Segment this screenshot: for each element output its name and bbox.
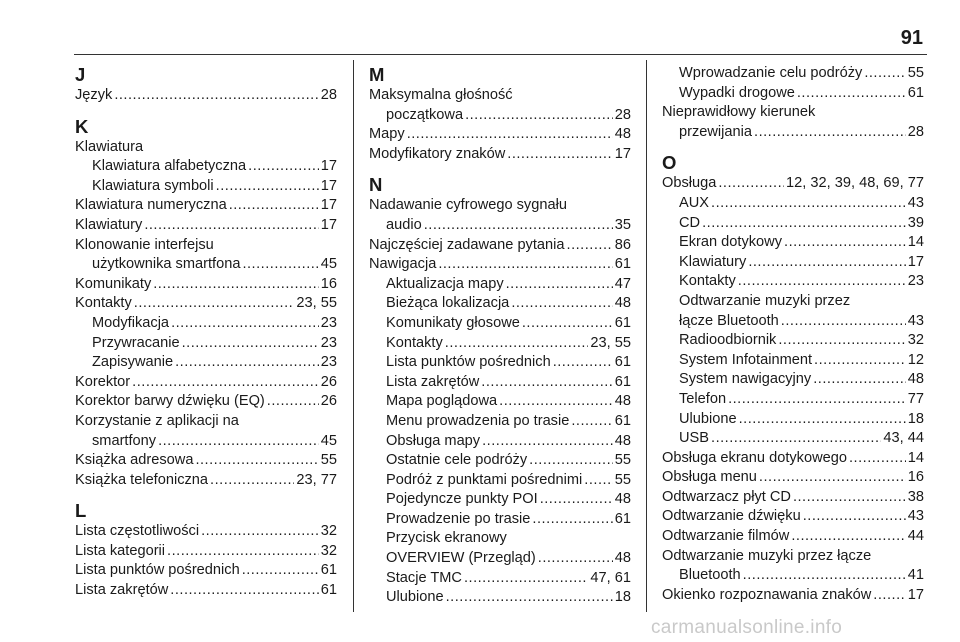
index-heading: Klawiatura	[75, 138, 144, 155]
entry-label: Lista zakrętów	[75, 582, 169, 599]
index-subentry	[75, 432, 337, 452]
dot-leader	[248, 157, 319, 177]
index-group	[75, 116, 337, 491]
entry-label: Wypadki drogowe	[679, 84, 795, 101]
entry-page-ref: 43	[907, 194, 924, 211]
index-subentry	[662, 370, 924, 390]
index-entry	[75, 451, 337, 471]
index-subentry	[369, 471, 631, 491]
index-subentry	[369, 106, 631, 126]
index-subentry	[369, 314, 631, 334]
dot-leader	[739, 410, 906, 430]
dot-leader	[759, 468, 906, 488]
entry-page-ref: 77	[907, 390, 924, 407]
dot-leader	[134, 294, 295, 314]
column-divider-2	[646, 60, 647, 612]
entry-page-ref: 43	[907, 508, 924, 525]
entry-page-ref: 23	[320, 314, 337, 331]
entry-label: Komunikaty głosowe	[386, 314, 520, 331]
entry-page-ref: 48	[614, 126, 631, 143]
index-entry	[75, 275, 337, 295]
entry-label: Stacje TMC	[386, 569, 462, 586]
dot-leader	[242, 255, 318, 275]
entry-label: Język	[75, 87, 113, 103]
index-subentry	[662, 410, 924, 430]
dot-leader	[748, 253, 905, 273]
dot-leader	[754, 123, 906, 143]
dot-leader	[438, 255, 612, 275]
entry-page-ref: 48	[614, 432, 631, 449]
entry-label: OVERVIEW (Przegląd)	[386, 550, 536, 567]
index-heading: Odtwarzanie muzyki przez łącze	[662, 547, 872, 564]
entry-label: Przywracanie	[92, 334, 180, 351]
entry-page-ref: 26	[320, 393, 337, 410]
index-subentry	[662, 272, 924, 292]
index-subentry	[662, 123, 924, 143]
index-subentry	[369, 510, 631, 530]
entry-page-ref: 23, 55	[296, 295, 337, 312]
entry-page-ref: 43, 44	[883, 430, 924, 447]
dot-leader	[553, 353, 613, 373]
entry-page-ref: 17	[907, 586, 924, 603]
entry-label: Lista kategorii	[75, 542, 166, 559]
dot-leader	[849, 449, 906, 469]
entry-page-ref: 43	[907, 312, 924, 329]
entry-label: Kontakty	[679, 273, 736, 290]
entry-page-ref: 23	[320, 334, 337, 351]
index-heading: Korzystanie z aplikacji na	[75, 412, 239, 429]
entry-page-ref: 48	[614, 393, 631, 410]
section-letter: O	[662, 152, 677, 174]
entry-page-ref: 17	[320, 158, 337, 175]
dot-leader	[229, 196, 319, 216]
entry-label: Lista częstotliwości	[75, 523, 200, 540]
entry-page-ref: 32	[320, 542, 337, 559]
index-subentry	[662, 233, 924, 253]
index-entry	[75, 294, 337, 314]
entry-label: Prowadzenie po trasie	[386, 510, 531, 527]
header-rule	[74, 54, 927, 55]
section-letter: M	[369, 64, 385, 85]
entry-page-ref: 44	[907, 528, 924, 545]
entry-label: Klawiatury	[75, 216, 143, 233]
entry-page-ref: 48	[907, 371, 924, 388]
entry-label: Menu prowadzenia po trasie	[386, 412, 570, 429]
index-entry	[662, 527, 924, 547]
entry-page-ref: 12	[907, 351, 924, 368]
dot-leader	[424, 216, 613, 236]
entry-page-ref: 12, 32, 39, 48, 69, 77	[786, 175, 924, 192]
entry-page-ref: 61	[614, 373, 631, 390]
entry-label: Podróż z punktami pośrednimi	[386, 471, 583, 488]
entry-label: Książka telefoniczna	[75, 471, 209, 488]
dot-leader	[242, 561, 319, 581]
dot-leader	[711, 194, 906, 214]
index-entry	[75, 196, 337, 216]
dot-leader	[791, 527, 905, 547]
entry-page-ref: 23, 77	[296, 471, 337, 488]
index-subentry	[662, 429, 924, 449]
entry-label: Pojedyncze punkty POI	[386, 491, 538, 508]
entry-label: Mapy	[369, 126, 405, 143]
entry-label: Zapisywanie	[92, 354, 174, 371]
dot-leader	[711, 429, 881, 449]
index-entry	[369, 125, 631, 145]
entry-label: audio	[386, 216, 422, 233]
page-number: 91	[900, 27, 923, 49]
dot-leader	[571, 412, 612, 432]
entry-page-ref: 61	[614, 354, 631, 371]
dot-leader	[584, 471, 612, 491]
entry-label: Okienko rozpoznawania znaków	[662, 586, 872, 603]
entry-page-ref: 45	[320, 256, 337, 273]
dot-leader	[144, 216, 318, 236]
index-entry	[662, 468, 924, 488]
index-subentry	[369, 412, 631, 432]
entry-label: Korektor	[75, 373, 131, 390]
dot-leader	[506, 275, 613, 295]
index-heading: Klonowanie interfejsu	[75, 236, 214, 253]
index-subentry	[75, 255, 337, 275]
entry-label: Klawiatury	[679, 253, 747, 270]
dot-leader	[499, 392, 613, 412]
index-subentry	[662, 64, 924, 84]
entry-label: AUX	[679, 194, 710, 211]
index-group	[369, 64, 631, 164]
index-subentry	[75, 177, 337, 197]
index-entry	[75, 86, 337, 106]
index-subentry	[75, 314, 337, 334]
entry-page-ref: 23	[320, 354, 337, 371]
index-column-2	[369, 64, 631, 608]
entry-page-ref: 61	[320, 562, 337, 579]
entry-page-ref: 17	[320, 216, 337, 233]
entry-label: Ulubione	[679, 410, 737, 427]
dot-leader	[465, 106, 613, 126]
index-subentry	[369, 392, 631, 412]
index-subentry	[662, 84, 924, 104]
dot-leader	[201, 522, 319, 542]
dot-leader	[784, 233, 906, 253]
dot-leader	[445, 334, 589, 354]
entry-page-ref: 38	[907, 488, 924, 505]
entry-label: Mapa poglądowa	[386, 393, 498, 410]
dot-leader	[803, 507, 906, 527]
entry-label: Kontakty	[75, 295, 132, 312]
entry-label: Odtwarzacz płyt CD	[662, 488, 791, 505]
entry-page-ref: 26	[320, 373, 337, 390]
entry-label: System Infotainment	[679, 351, 813, 368]
entry-page-ref: 55	[320, 452, 337, 469]
index-subentry	[369, 275, 631, 295]
entry-label: początkowa	[386, 106, 464, 123]
index-subentry	[369, 432, 631, 452]
dot-leader	[522, 314, 613, 334]
entry-page-ref: 39	[907, 214, 924, 231]
dot-leader	[743, 566, 906, 586]
dot-leader	[182, 334, 319, 354]
dot-leader	[793, 488, 906, 508]
index-entry	[75, 522, 337, 542]
dot-leader	[153, 275, 319, 295]
dot-leader	[540, 490, 613, 510]
index-heading: Maksymalna głośność	[369, 87, 513, 103]
entry-page-ref: 18	[614, 589, 631, 606]
entry-page-ref: 28	[320, 87, 337, 103]
entry-page-ref: 61	[320, 582, 337, 599]
index-subentry	[662, 331, 924, 351]
entry-label: Ekran dotykowy	[679, 234, 783, 251]
entry-page-ref: 47	[614, 275, 631, 292]
index-subentry	[369, 451, 631, 471]
entry-page-ref: 48	[614, 295, 631, 312]
entry-label: Obsługa	[662, 175, 717, 192]
entry-page-ref: 17	[320, 197, 337, 214]
entry-label: Klawiatura alfabetyczna	[92, 158, 247, 175]
index-subentry	[75, 334, 337, 354]
entry-page-ref: 16	[907, 469, 924, 486]
entry-label: System nawigacyjny	[679, 371, 812, 388]
dot-leader	[167, 542, 319, 562]
entry-page-ref: 32	[320, 523, 337, 540]
index-heading: Nadawanie cyfrowego sygnału	[369, 197, 567, 214]
entry-label: Najczęściej zadawane pytania	[369, 236, 565, 253]
entry-label: Lista punktów pośrednich	[386, 354, 551, 371]
entry-page-ref: 28	[614, 106, 631, 123]
entry-label: Kontakty	[386, 334, 443, 351]
entry-page-ref: 55	[907, 65, 924, 81]
dot-leader	[195, 451, 318, 471]
index-entry	[662, 507, 924, 527]
index-heading: Przycisk ekranowy	[386, 530, 507, 547]
index-entry	[369, 236, 631, 256]
dot-leader	[158, 432, 319, 452]
entry-page-ref: 17	[614, 145, 631, 162]
entry-page-ref: 61	[614, 256, 631, 273]
dot-leader	[407, 125, 613, 145]
index-subentry	[369, 588, 631, 608]
section-letter: K	[75, 115, 89, 137]
column-divider-1	[353, 60, 354, 612]
entry-label: CD	[679, 214, 701, 231]
entry-label: smartfony	[92, 432, 157, 449]
index-subentry	[662, 194, 924, 214]
entry-label: Obsługa ekranu dotykowego	[662, 449, 847, 466]
entry-page-ref: 48	[614, 550, 631, 567]
dot-leader	[114, 86, 318, 106]
index-entry	[662, 174, 924, 194]
entry-page-ref: 28	[907, 123, 924, 140]
entry-page-ref: 61	[614, 510, 631, 527]
entry-page-ref: 61	[614, 412, 631, 429]
entry-label: Bluetooth	[679, 567, 741, 584]
entry-page-ref: 41	[907, 567, 924, 584]
index-entry	[75, 471, 337, 491]
dot-leader	[728, 390, 906, 410]
index-entry	[662, 586, 924, 606]
entry-page-ref: 14	[907, 449, 924, 466]
index-group	[75, 500, 337, 600]
entry-page-ref: 61	[614, 314, 631, 331]
index-group	[662, 152, 924, 605]
dot-leader	[529, 451, 613, 471]
entry-label: Bieżąca lokalizacja	[386, 295, 510, 312]
index-subentry	[75, 353, 337, 373]
index-entry	[75, 542, 337, 562]
entry-page-ref: 55	[614, 452, 631, 469]
entry-page-ref: 16	[320, 275, 337, 292]
entry-label: Lista zakrętów	[386, 373, 480, 390]
dot-leader	[132, 373, 319, 393]
index-entry	[662, 449, 924, 469]
index-subentry	[369, 373, 631, 393]
entry-page-ref: 45	[320, 432, 337, 449]
index-entry	[75, 216, 337, 236]
entry-label: Komunikaty	[75, 275, 152, 292]
entry-page-ref: 17	[907, 253, 924, 270]
dot-leader	[511, 294, 612, 314]
dot-leader	[538, 549, 613, 569]
dot-leader	[813, 370, 906, 390]
index-entry	[369, 255, 631, 275]
entry-page-ref: 23	[907, 273, 924, 290]
entry-label: Nawigacja	[369, 256, 437, 273]
entry-label: przewijania	[679, 123, 753, 140]
index-entry	[369, 145, 631, 165]
entry-label: Telefon	[679, 390, 727, 407]
entry-label: Ostatnie cele podróży	[386, 452, 528, 469]
entry-label: Modyfikatory znaków	[369, 145, 506, 162]
index-subentry	[662, 390, 924, 410]
entry-label: Obsługa mapy	[386, 432, 481, 449]
dot-leader	[702, 214, 906, 234]
section-letter: J	[75, 64, 86, 85]
index-subentry	[369, 353, 631, 373]
index-group	[75, 64, 337, 106]
dot-leader	[797, 84, 906, 104]
dot-leader	[216, 177, 319, 197]
dot-leader	[481, 373, 612, 393]
index-group	[662, 64, 924, 142]
index-subentry	[369, 490, 631, 510]
entry-page-ref: 61	[907, 84, 924, 101]
dot-leader	[464, 569, 588, 589]
entry-page-ref: 32	[907, 332, 924, 349]
index-entry	[75, 581, 337, 601]
index-heading: Nieprawidłowy kierunek	[662, 104, 816, 121]
index-entry	[75, 561, 337, 581]
index-subentry	[369, 549, 631, 569]
index-subentry	[369, 569, 631, 589]
entry-label: Odtwarzanie dźwięku	[662, 508, 801, 525]
entry-page-ref: 23, 55	[590, 334, 631, 351]
entry-label: Korektor barwy dźwięku (EQ)	[75, 393, 265, 410]
index-entry	[75, 373, 337, 393]
section-letter: L	[75, 500, 87, 522]
entry-page-ref: 18	[907, 410, 924, 427]
index-entry	[662, 488, 924, 508]
entry-label: Klawiatura symboli	[92, 177, 214, 194]
entry-page-ref: 14	[907, 234, 924, 251]
index-subentry	[369, 334, 631, 354]
dot-leader	[210, 471, 294, 491]
entry-page-ref: 48	[614, 491, 631, 508]
entry-label: łącze Bluetooth	[679, 312, 779, 329]
dot-leader	[171, 314, 319, 334]
dot-leader	[175, 353, 319, 373]
dot-leader	[446, 588, 613, 608]
entry-page-ref: 55	[614, 471, 631, 488]
dot-leader	[778, 331, 905, 351]
index-subentry	[662, 214, 924, 234]
entry-label: USB	[679, 430, 710, 447]
index-column-3	[662, 64, 924, 605]
index-subentry	[662, 351, 924, 371]
index-subentry	[662, 566, 924, 586]
dot-leader	[873, 586, 905, 606]
entry-label: Aktualizacja mapy	[386, 275, 504, 292]
watermark: carmanualsonline.info	[651, 617, 843, 638]
index-heading: Odtwarzanie muzyki przez	[679, 292, 851, 309]
section-letter: N	[369, 174, 383, 196]
entry-page-ref: 35	[614, 216, 631, 233]
index-subentry	[662, 312, 924, 332]
dot-leader	[170, 581, 318, 601]
index-subentry	[369, 294, 631, 314]
dot-leader	[267, 392, 319, 412]
dot-leader	[781, 312, 906, 332]
entry-label: użytkownika smartfona	[92, 256, 241, 273]
index-subentry	[369, 216, 631, 236]
entry-label: Odtwarzanie filmów	[662, 528, 790, 545]
entry-page-ref: 86	[614, 236, 631, 253]
dot-leader	[567, 236, 613, 256]
entry-label: Lista punktów pośrednich	[75, 562, 240, 579]
index-group	[369, 174, 631, 607]
entry-label: Klawiatura numeryczna	[75, 197, 227, 214]
index-subentry	[662, 253, 924, 273]
entry-label: Wprowadzanie celu podróży	[679, 65, 863, 81]
dot-leader	[507, 145, 613, 165]
entry-label: Radioodbiornik	[679, 332, 777, 349]
entry-label: Książka adresowa	[75, 452, 194, 469]
entry-label: Ulubione	[386, 589, 444, 606]
entry-page-ref: 47, 61	[590, 569, 631, 586]
entry-label: Obsługa menu	[662, 469, 757, 486]
index-subentry	[75, 157, 337, 177]
entry-label: Modyfikacja	[92, 314, 170, 331]
dot-leader	[814, 351, 906, 371]
dot-leader	[738, 272, 906, 292]
dot-leader	[864, 64, 905, 84]
dot-leader	[718, 174, 784, 194]
dot-leader	[482, 432, 613, 452]
index-entry	[75, 392, 337, 412]
dot-leader	[532, 510, 612, 530]
entry-page-ref: 17	[320, 177, 337, 194]
index-column-1	[75, 64, 337, 601]
